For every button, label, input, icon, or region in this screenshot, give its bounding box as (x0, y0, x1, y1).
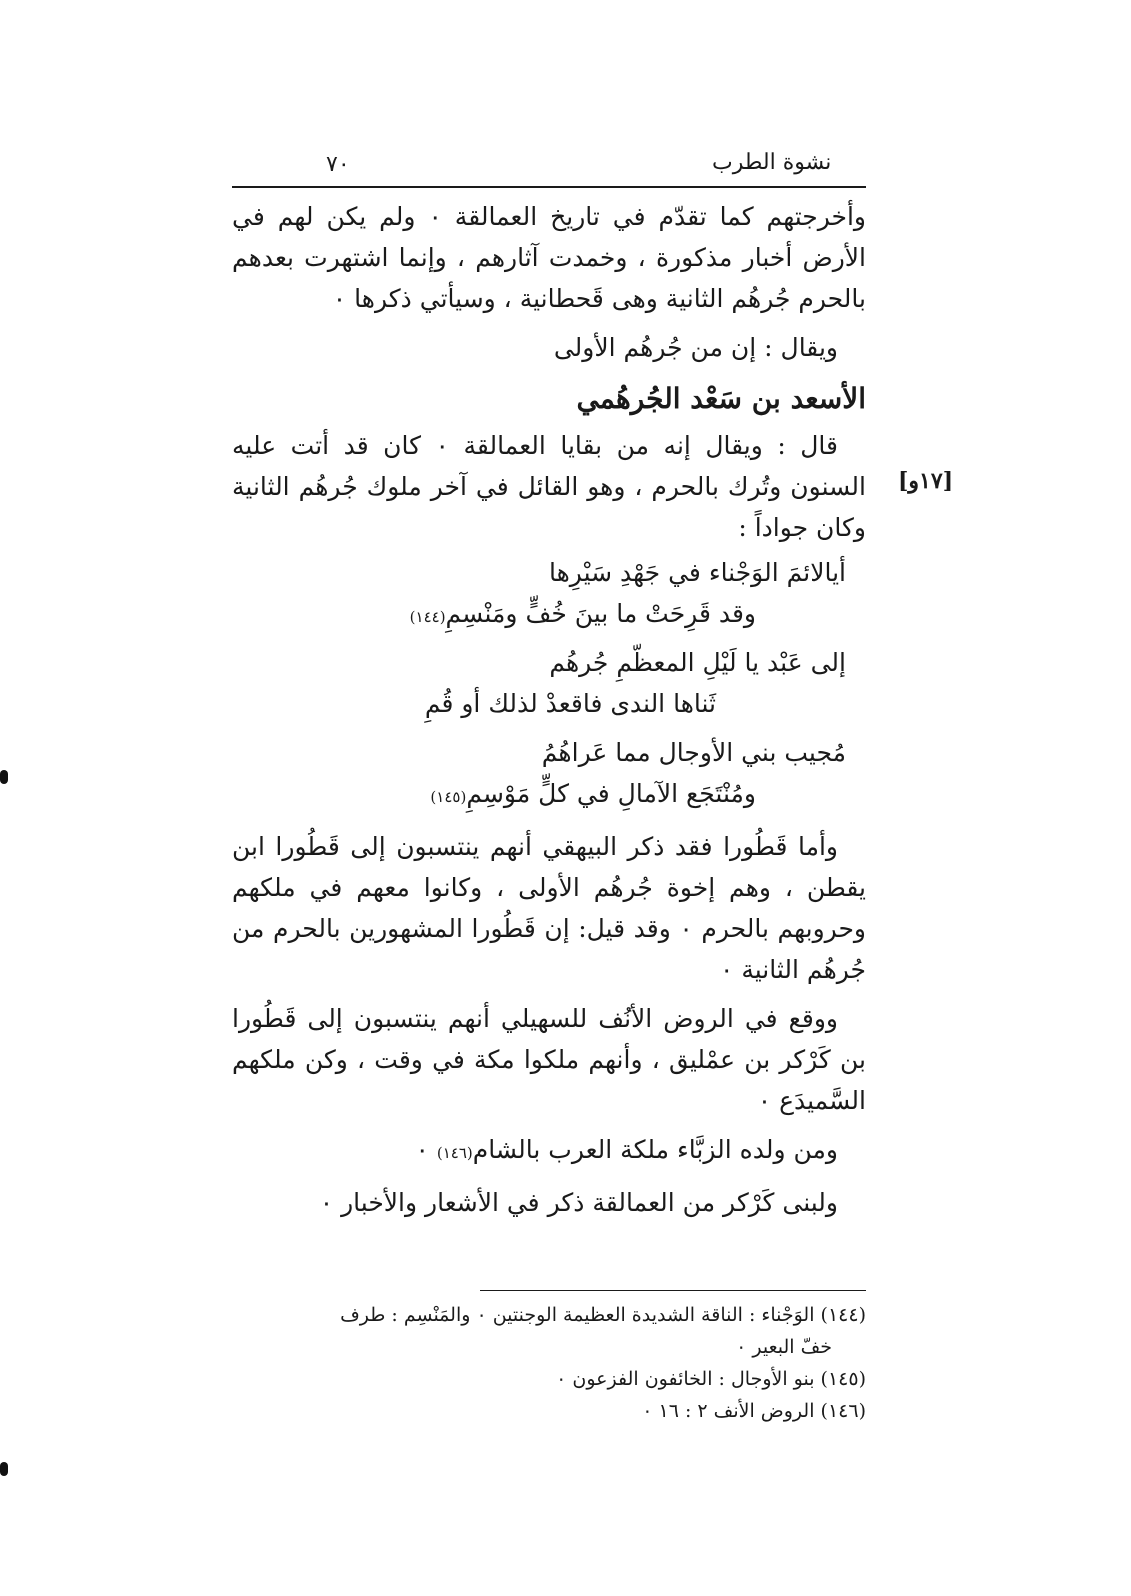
verse-hemistich-first: إلى عَبْد يا لَيْلِ المعظّمِ جُرهُم (549, 648, 846, 677)
verse-hemistich-second (232, 683, 866, 728)
paragraph: وأخرجتهم كما تقدّم في تاريخ العمالقة ٠ ولم يكن لهم في الأرض أخبار مذكورة ، وخمدت آثارهم ، وإنما اشتهرت بعدهم بالحرم جُرهُم الثانية وهى قَحطانية ، وسيأتي ذكرها ٠ (232, 202, 866, 313)
scan-edge-mark (0, 770, 8, 784)
footnote (232, 1364, 866, 1394)
verse-hemistich-second (232, 593, 866, 638)
paragraph: ولبنى كَرْكر من العمالقة ذكر في الأشعار والأخبار ٠ (319, 1188, 838, 1217)
paragraph: وأما قَطُورا فقد ذكر البيهقي أنهم ينتسبون إلى قَطُورا ابن يقطن ، وهم إخوة جُرهُم الأولى ، وكانوا معهم في ملكهم وحروبهم بالحرم ٠ وقد قيل: إن قَطُورا المشهورين بالحرم من جُرهُم الثانية ٠ (232, 832, 867, 984)
footnote (232, 1300, 866, 1330)
section-title: الأسعد بن سَعْد الجُرهُمي (576, 382, 866, 415)
footnote-continuation: خفّ البعير ٠ (736, 1336, 832, 1358)
footnotes (232, 1300, 866, 1428)
scan-edge-mark (0, 1462, 8, 1476)
verse (232, 642, 866, 728)
footnote-text: بنو الأوجال : الخائفون الفزعون ٠ (556, 1368, 815, 1390)
verse (232, 732, 866, 818)
footnote-number: (١٤٥) (820, 1368, 866, 1390)
verse-hemistich-second (232, 773, 866, 818)
page-number: ٧٠ (326, 152, 350, 177)
manuscript-folio-note: [١٧و] (898, 468, 954, 494)
verse (232, 552, 866, 638)
paragraph-end: ٠ (415, 1135, 437, 1164)
paragraph: ويقال : إن من جُرهُم الأولى (553, 333, 838, 362)
running-title: نشوة الطرب (712, 150, 832, 175)
verse-hemistich-first: أيالائمَ الوَجْناء في جَهْدِ سَيْرِها (549, 558, 846, 587)
footnote-ref: (١٤٤) (409, 608, 446, 626)
footnote-number: (١٤٦) (820, 1400, 866, 1422)
footnote-text: الروض الأنف ٢ : ١٦ ٠ (642, 1400, 815, 1422)
paragraph-text: ومن ولده الزبَّاء ملكة العرب بالشام (472, 1135, 838, 1164)
footnote-ref: (١٤٥) (430, 788, 467, 806)
footnote-text: الوَجْناء : الناقة الشديدة العظيمة الوجنتين ٠ والمَنْسِم : طرف (340, 1304, 815, 1326)
main-text (232, 196, 866, 1223)
verse-hemistich-first: مُجيب بني الأوجال مما عَراهُمُ (541, 738, 846, 767)
footnote (232, 1396, 866, 1426)
hemistich-text: ومُنْتَجَع الآمالِ في كلٍّ مَوْسِمِ (466, 779, 756, 808)
hemistich-text: وقد قَرِحَتْ ما بينَ خُفٍّ ومَنْسِمِ (445, 599, 756, 628)
paragraph: قال : ويقال إنه من بقايا العمالقة ٠ كان قد أتت عليه السنون وتُرك بالحرم ، وهو القائل في آخر ملوك جُرهُم الثانية وكان جواداً : (232, 431, 866, 542)
footnote-number: (١٤٤) (820, 1304, 866, 1326)
hemistich-text: ثَناها الندى فاقعدْ لذلك أو قُمِ (424, 689, 716, 718)
footnote-ref: (١٤٦) (436, 1144, 473, 1162)
footnote-divider (480, 1290, 866, 1291)
paragraph (232, 1129, 866, 1174)
paragraph: ووقع في الروض الأنُف للسهيلي أنهم ينتسبون إلى قَطُورا بن كَرْكر بن عمْليق ، وأنهم ملكوا مكة في وقت ، وكن ملكهم السَّميدَع ٠ (232, 1004, 866, 1115)
page-header (232, 150, 866, 188)
